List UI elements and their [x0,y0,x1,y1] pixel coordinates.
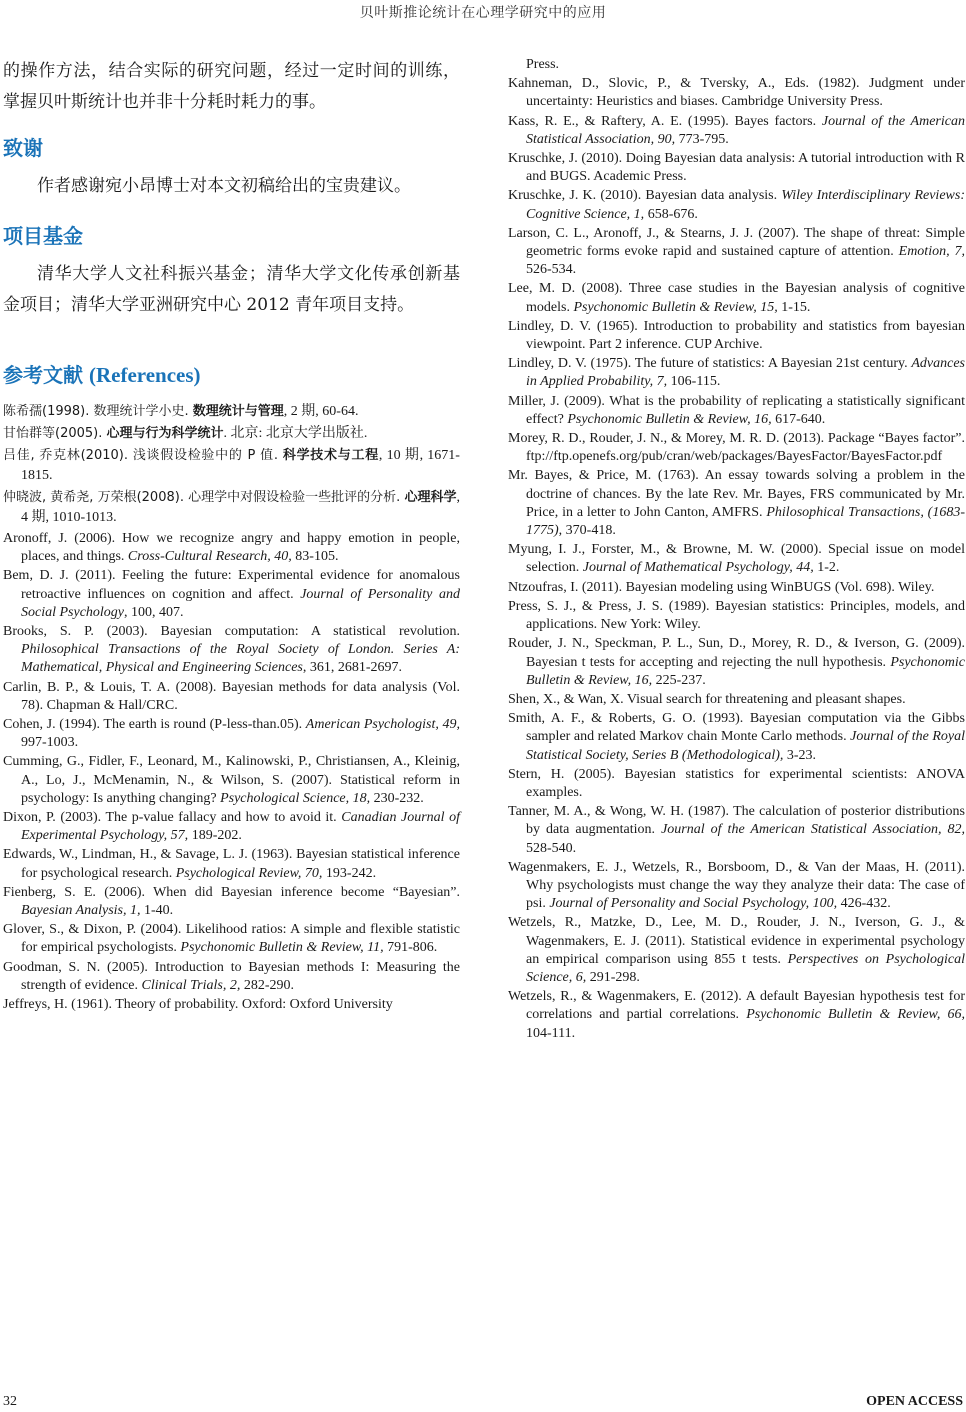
reference-text: Lindley, D. V. (1975). The future of statistics: A Bayesian 21st century. [508,356,912,372]
reference-text: Glover, S., & Dixon, P. (2004). Likelihood ratios: A simple and flexible statistic for empirical psychologists. [3,922,460,956]
reference-text: Shen, X., & Wan, X. Visual search for threatening and pleasant shapes. [508,691,906,707]
reference-journal: Journal of the Royal Statistical Society, Series B (Methodological), [526,729,965,763]
ack-paragraph: 作者感谢宛小昂博士对本文初稿给出的宝贵建议。 [37,176,411,196]
reference-journal: Cross-Cultural Research, 40, [127,549,292,565]
reference-text: Edwards, W., Lindman, H., & Savage, L. J. (1963). Bayesian statistical inference for psychological research. [3,847,460,881]
reference-pages: 528-540. [526,840,577,856]
reference-text: Lindley, D. V. (1965). Introduction to probability and statistics from bayesian viewpoint. Part 2 inference. CUP Archive. [508,318,965,353]
reference-pages: 791-806. [383,940,438,956]
reference-item [508,113,965,149]
reference-text: Brooks, S. P. (2003). Bayesian computation: A statistical revolution. [3,624,460,640]
reference-text: Kass, R. E., & Raftery, A. E. (1995). Bayes factors. [508,113,822,129]
reference-item [508,691,965,709]
reference-text: Morey, R. D., Rouder, J. N., & Morey, M. R. D. (2013). Package “Bayes factor”. ftp://ftp.openefs.org/pub/cran/web/packages/BayesFactor/BayesFactor.pdf [508,431,965,465]
references-heading [3,359,460,388]
reference-item [508,393,965,429]
reference-pages: 1-2. [813,560,840,576]
reference-journal: Canadian Journal of Experimental Psychology, 57, [21,810,460,844]
reference-item [3,996,460,1014]
reference-journal: Philosophical Transactions, (1683-1775) [526,504,965,539]
reference-item [508,225,965,280]
ack-heading: 致谢 [3,136,43,160]
reference-journal: Journal of Personality and Social Psychology, 100, [549,896,838,912]
reference-journal: Journal of the American Statistical Association, 90, [526,113,965,147]
reference-pages: 997-1003. [21,735,79,751]
left-reference-list [3,530,460,1014]
reference-text: Bem, D. J. (2011). Feeling the future: Experimental evidence for anomalous retroactive influences on cognition and affect. [3,568,460,602]
reference-pages: 773-795. [675,131,729,147]
reference-text: Wagenmakers, E. J., Wetzels, R., Borsboom, D., & Van der Maas, H. (2011). Why psychologists must change the way they analyze their data: The case of psi. [508,859,965,912]
reference-journal: Psychological Science, 18, [220,790,371,806]
reference-journal: Psychonomic Bulletin & Review, 16, [567,411,772,427]
reference-item [3,809,460,845]
reference-text: Dixon, P. (2003). The p-value fallacy and how to avoid it. [3,810,342,826]
reference-journal: Psychological Review, 70, [175,865,323,881]
page-number: 32 [3,1394,17,1409]
open-access-label: OPEN ACCESS [866,1394,963,1409]
reference-item [508,56,965,74]
reference-text: Smith, A. F., & Roberts, G. O. (1993). Bayesian computation via the Gibbs sampler and related Markov chain Monte Carlo methods. [508,711,965,745]
reference-pages: 83-105. [291,549,339,565]
reference-pages: , 2 期, 60-64. [283,404,359,419]
reference-item [3,753,460,808]
reference-text: 陈希孺(1998). 数理统计学小史. [3,404,193,419]
reference-item [508,467,965,540]
reference-item [3,959,460,995]
reference-pages: 225-237. [652,672,706,688]
reference-pages: 1-15. [777,299,811,315]
references-heading-cn: 参考文献 [3,363,83,387]
reference-pages: , 10 期, 1671-1815. [21,448,460,483]
reference-text: Jeffreys, H. (1961). Theory of probability. Oxford: Oxford University [3,997,393,1013]
reference-item [3,567,460,622]
reference-text: Kruschke, J. (2010). Doing Bayesian data analysis: A tutorial introduction with R and BUGS. Academic Press. [508,151,965,185]
reference-item [3,530,460,566]
fund-heading: 项目基金 [3,224,83,248]
reference-journal: Advances in Applied Probability, 7, [526,356,965,390]
reference-text: Mr. Bayes, & Price, M. (1763). An essay towards solving a problem in the doctrine of chances. By the late Rev. Mr. Bayes, FRS communicated by Mr. Price, in a letter to John Canton, AMFRS. [508,468,965,520]
left-column [3,56,460,1015]
reference-journal: 科学技术与工程 [282,448,379,463]
reference-pages: 106-115. [667,374,721,390]
reference-item [508,318,965,354]
reference-pages: 230-232. [370,790,424,806]
reference-pages: , 370-418. [558,523,616,539]
reference-item [3,623,460,678]
reference-journal: Philosophical Transactions of the Royal Society of London. Series A: Mathematical, Physical and Engineering Sciences [21,642,460,676]
intro-paragraph: 的操作方法，结合实际的研究问题，经过一定时间的训练，掌握贝叶斯统计也并非十分耗时耗力的事。 [3,61,460,112]
reference-text: 吕佳, 乔克林(2010). 浅谈假设检验中的 P 值. [3,448,283,463]
reference-pages: . 北京: 北京大学出版社. [223,426,368,441]
reference-pages: 193-242. [322,865,377,881]
reference-journal: Bayesian Analysis, 1, [21,903,141,919]
reference-pages: , 361, 2681-2697. [302,660,403,676]
reference-item [3,488,460,528]
reference-pages: 291-298. [586,969,640,985]
reference-item [508,988,965,1043]
reference-item [508,579,965,597]
reference-pages: 189-202. [188,828,242,844]
reference-text: Cumming, G., Fidler, F., Leonard, M., Kalinowski, P., Christiansen, A., Kleinig, A., Lo, J., McMenamin, N., & Wilson, S. (2007). Statistical reform in psychology: Is anything changing? [3,754,460,806]
reference-journal: Clinical Trials, 2, [141,977,241,993]
reference-journal: Wiley Interdisciplinary Reviews: Cognitive Science, 1, [526,188,965,222]
reference-item [508,187,965,223]
reference-journal: Journal of Personality and Social Psychology [21,586,460,620]
reference-journal: 数理统计与管理 [192,404,284,419]
reference-journal: Journal of the American Statistical Association, 82, [661,822,965,838]
reference-item [508,355,965,391]
reference-text: Wetzels, R., & Wagenmakers, E. (2012). A default Bayesian hypothesis test for correlations and partial correlations. [508,989,965,1023]
reference-text: Rouder, J. N., Speckman, P. L., Sun, D., Morey, R. D., & Iverson, G. (2009). Bayesian t tests for accepting and rejecting the null hypothesis. [508,636,965,670]
reference-item [3,846,460,882]
reference-pages: , 4 期, 1010-1013. [21,490,460,525]
reference-item [3,679,460,715]
reference-pages: 1-40. [140,903,174,919]
reference-text: Fienberg, S. E. (2006). When did Bayesian inference become “Bayesian”. [3,884,460,900]
reference-text: 仲晓波, 黄希尧, 万荣根(2008). 心理学中对假设检验一些批评的分析. [3,490,405,505]
reference-pages: 104-111. [526,1025,576,1041]
reference-item [3,921,460,957]
reference-item [3,402,460,422]
reference-text: Wetzels, R., Matzke, D., Lee, M. D., Rouder, J. N., Iverson, G. J., & Wagenmakers, E. J. (2011). Statistical evidence in experimental psychology an empirical comparison using 855 t tests. [508,915,965,967]
reference-journal: 心理与行为科学统计 [106,426,224,441]
reference-text: Larson, C. L., Aronoff, J., & Stearns, J. J. (2007). The shape of threat: Simple geometric forms evoke rapid and sustained capture of attention. [508,225,965,260]
reference-text: Cohen, J. (1994). The earth is round (P-less-than.05). [3,717,306,733]
reference-item [508,766,965,802]
reference-item [508,803,965,858]
reference-pages: 282-290. [240,977,294,993]
reference-item [508,710,965,765]
reference-pages: 617-640. [771,411,826,427]
reference-item [3,446,460,486]
reference-text: Stern, H. (2005). Bayesian statistics for experimental scientists: ANOVA examples. [508,766,965,800]
right-reference-list [508,56,965,1043]
references-heading-en: (References) [89,363,201,387]
reference-item [508,598,965,634]
reference-item [3,884,460,920]
reference-item [508,859,965,914]
reference-text: Press. [526,57,560,72]
reference-text: Myung, I. J., Forster, M., & Browne, M. W. (2000). Special issue on model selection. [508,542,965,576]
reference-item [508,430,965,466]
reference-item [3,716,460,752]
fund-paragraph: 清华大学人文社科振兴基金；清华大学文化传承创新基金项目；清华大学亚洲研究中心 2012 青年项目支持。 [3,264,460,315]
reference-item [508,150,965,186]
reference-journal: 心理科学 [404,490,457,505]
reference-item [508,541,965,577]
reference-text: Tanner, M. A., & Wong, W. H. (1987). The calculation of posterior distributions by data augmentation. [508,804,965,838]
reference-pages: 426-432. [837,896,891,912]
reference-journal: Psychonomic Bulletin & Review, 16, [526,654,965,688]
reference-item [508,635,965,690]
reference-journal: Journal of Mathematical Psychology, 44, [582,560,814,576]
reference-journal: Psychonomic Bulletin & Review, 66, [746,1007,965,1023]
reference-pages: , 100, 407. [124,604,184,620]
reference-text: Miller, J. (2009). What is the probability of replicating a statistically significant effect? [508,393,965,427]
reference-pages: 658-676. [644,206,698,222]
reference-journal: Psychonomic Bulletin & Review, 11, [180,940,384,956]
right-column [508,56,965,1044]
reference-journal: Perspectives on Psychological Science, 6, [526,951,965,985]
reference-item [508,75,965,111]
reference-text: Press, S. J., & Press, J. S. (1989). Bayesian statistics: Principles, models, and applications. New York: Wiley. [508,598,965,633]
reference-text: Carlin, B. P., & Louis, T. A. (2008). Bayesian methods for data analysis (Vol. 78). Chapman & Hall/CRC. [3,679,460,713]
reference-item [508,914,965,987]
reference-journal: Emotion, 7, [898,244,965,260]
reference-text: Lee, M. D. (2008). Three case studies in the Bayesian analysis of cognitive models. [508,281,965,315]
reference-pages: 3-23. [783,747,817,763]
reference-item [508,280,965,316]
reference-text: 甘怡群等(2005). [3,426,107,441]
cn-reference-list [3,402,460,528]
reference-text: Kahneman, D., Slovic, P., & Tversky, A., Eds. (1982). Judgment under uncertainty: Heuristics and biases. Cambridge University Press. [508,76,965,110]
reference-journal: Psychonomic Bulletin & Review, 15, [573,299,778,315]
running-header: 贝叶斯推论统计在心理学研究中的应用 [359,5,607,21]
reference-pages: 526-534. [526,262,577,278]
reference-text: Ntzoufras, I. (2011). Bayesian modeling using WinBUGS (Vol. 698). Wiley. [508,579,935,595]
reference-item [3,424,460,444]
reference-journal: American Psychologist, 49, [305,717,460,733]
reference-text: Aronoff, J. (2006). How we recognize angry and happy emotion in people, places, and things. [3,531,460,565]
reference-text: Kruschke, J. K. (2010). Bayesian data analysis. [508,188,782,204]
reference-text: Goodman, S. N. (2005). Introduction to Bayesian methods I: Measuring the strength of evidence. [3,959,460,993]
